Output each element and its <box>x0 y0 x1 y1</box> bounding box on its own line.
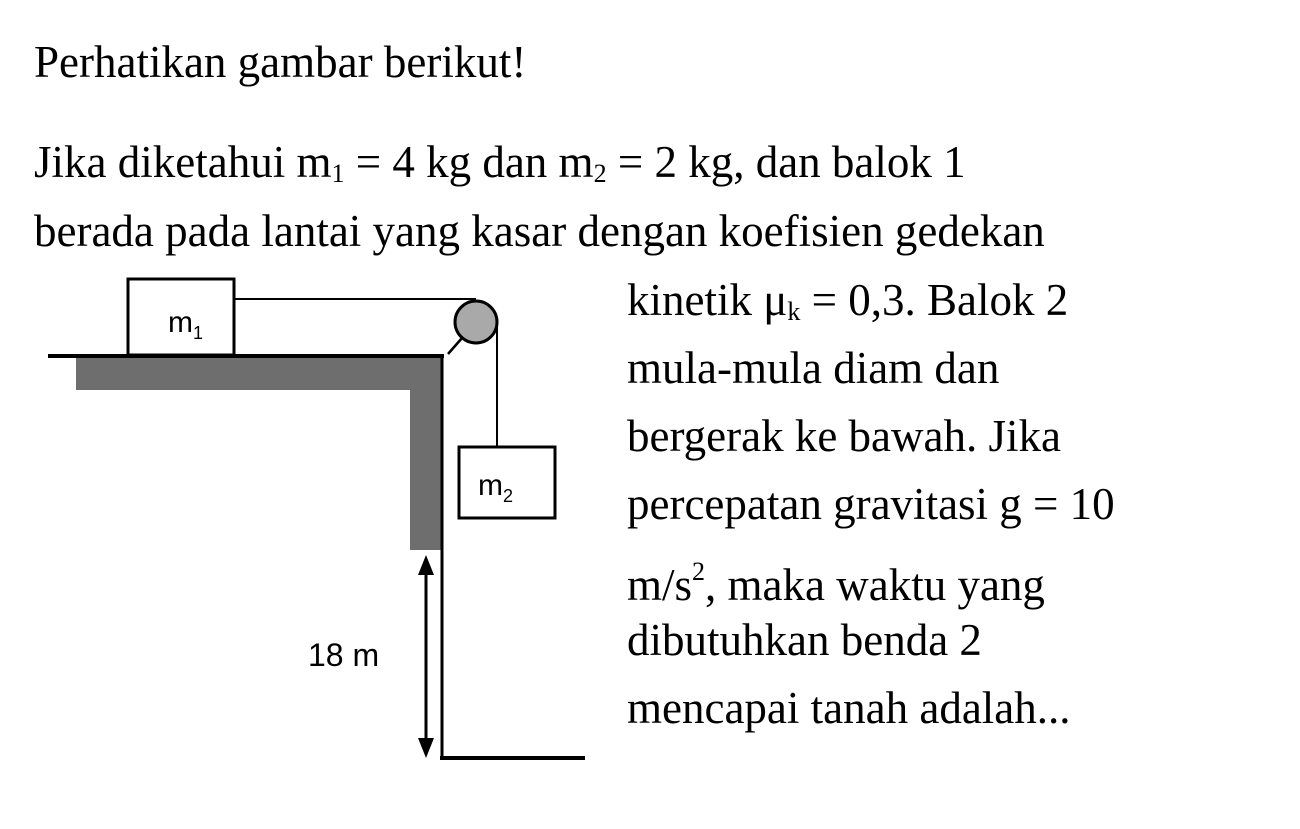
table-top-shade <box>76 358 442 390</box>
table-side-shade <box>410 358 442 550</box>
text-segment: m/s <box>627 560 693 610</box>
subscript: 2 <box>593 159 607 188</box>
height-label: 18 m <box>308 637 380 673</box>
problem-line-2: berada pada lantai yang kasar dengan koefisien gedekan <box>34 206 1045 256</box>
problem-line-8: dibutuhkan benda 2 <box>627 615 982 665</box>
text-segment: Jika diketahui m <box>34 137 332 187</box>
problem-line-9: mencapai tanah adalah... <box>627 683 1071 733</box>
problem-line-4: mula-mula diam dan <box>627 343 1000 393</box>
pulley <box>455 301 497 343</box>
height-arrow-head-down <box>418 738 434 758</box>
text-segment: = 2 kg, dan balok 1 <box>606 137 966 187</box>
problem-line-3 <box>627 274 1068 338</box>
problem-line-7 <box>627 546 1045 611</box>
text-segment: kinetik μ <box>627 275 788 325</box>
pulley-diagram <box>0 0 600 800</box>
heading: Perhatikan gambar berikut! <box>34 37 527 87</box>
text-segment: = 0,3. Balok 2 <box>800 275 1069 325</box>
subscript: k <box>787 297 801 326</box>
problem-line-5: bergerak ke bawah. Jika <box>627 411 1061 461</box>
problem-line-6: percepatan gravitasi g = 10 <box>627 479 1115 529</box>
height-arrow-head-up <box>418 555 434 575</box>
superscript: 2 <box>692 557 706 586</box>
block-m1-label: $m_1$ <box>168 306 204 343</box>
subscript: 1 <box>331 159 345 188</box>
block-m2-label: $m_2$ <box>478 469 514 506</box>
text-segment: , maka waktu yang <box>705 560 1045 610</box>
text-segment: = 4 kg dan m <box>344 137 594 187</box>
block-m2 <box>459 447 555 518</box>
